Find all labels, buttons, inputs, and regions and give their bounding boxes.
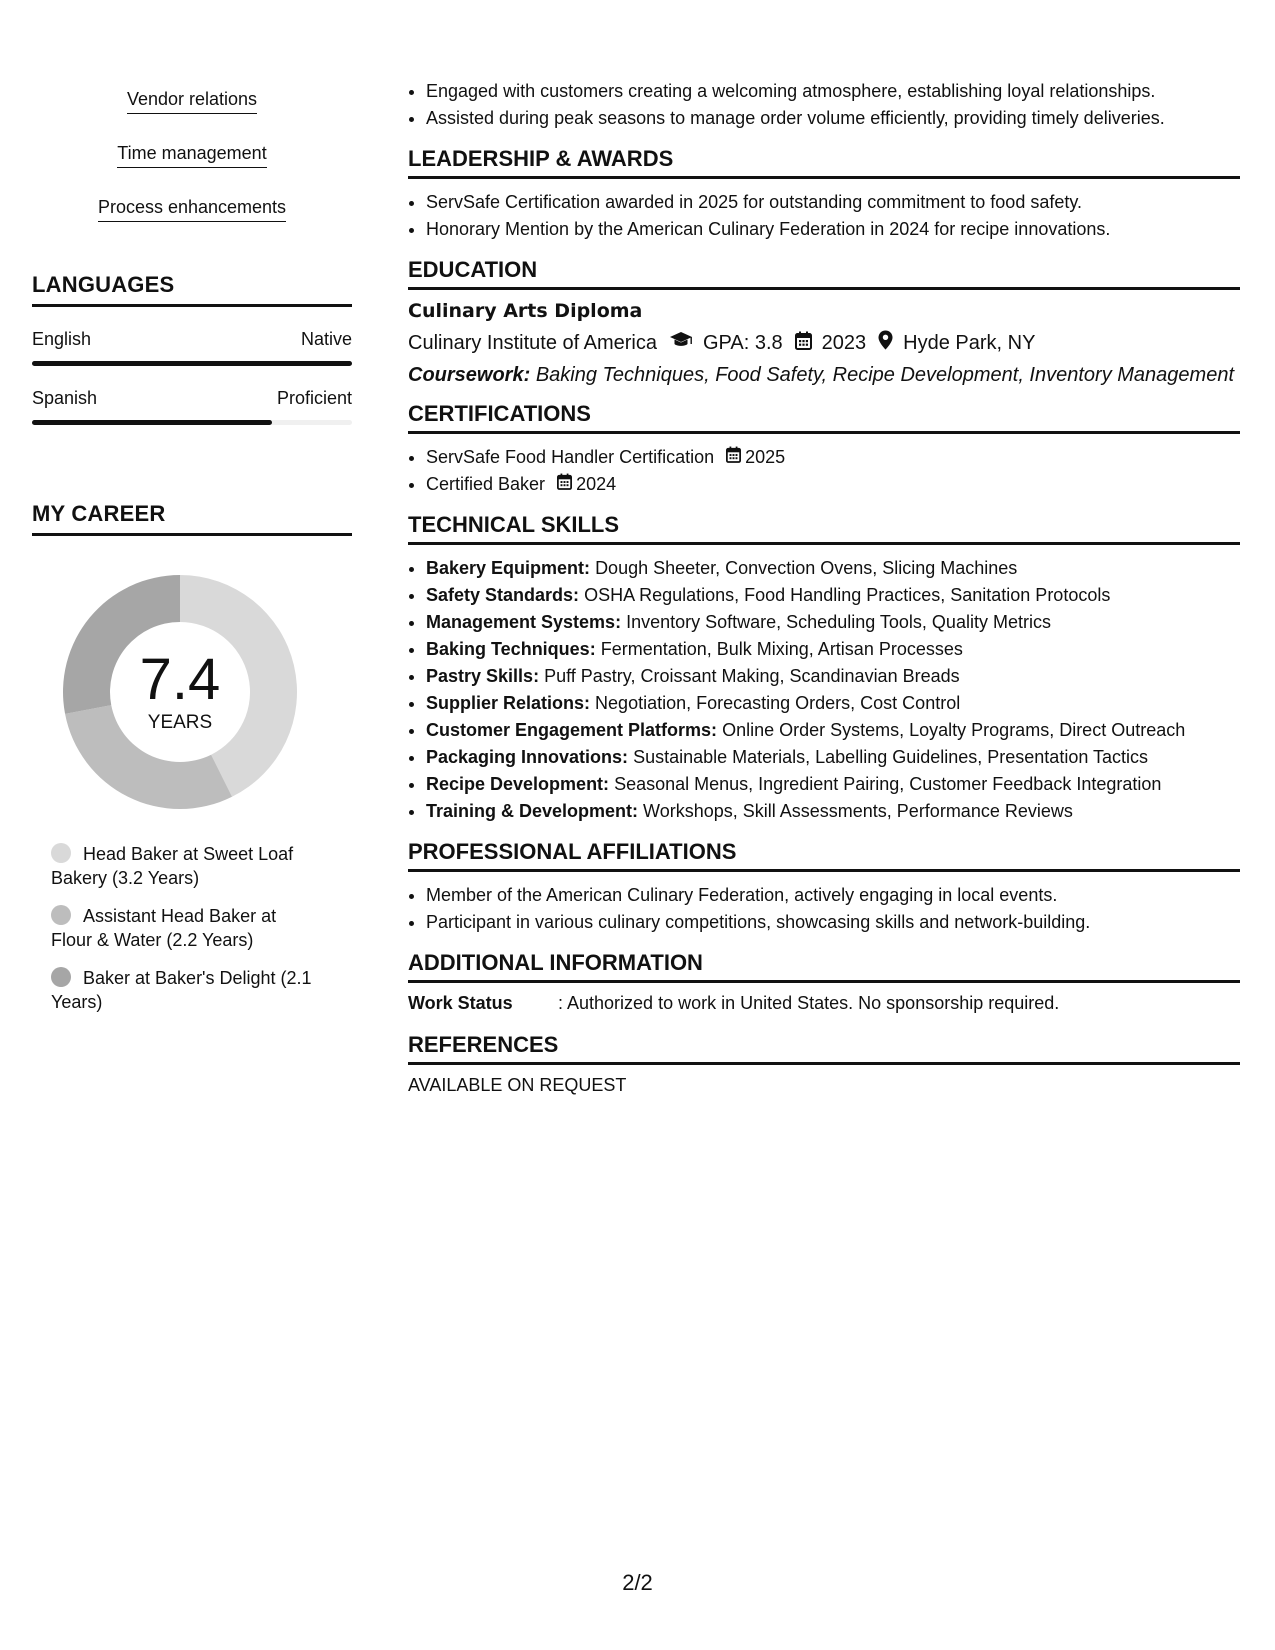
list-item: • Participant in various culinary competitions, showcasing skills and network-building. xyxy=(426,909,1240,936)
work-status-value: : Authorized to work in United States. No sponsorship required. xyxy=(558,993,1060,1013)
career-donut xyxy=(56,568,304,816)
calendar-icon xyxy=(726,444,741,471)
graduation-cap-icon xyxy=(669,331,693,355)
coursework-label: Coursework: xyxy=(408,364,531,386)
list-item xyxy=(426,690,1240,717)
skill-label: Supplier Relations: xyxy=(426,693,591,713)
certifications-list xyxy=(408,444,1240,498)
legend-dot xyxy=(51,967,71,987)
skill-text: Workshops, Skill Assessments, Performance Reviews xyxy=(643,801,1073,821)
certifications-title: CERTIFICATIONS xyxy=(408,401,1240,434)
work-status-row xyxy=(408,993,1240,1014)
legend-dot xyxy=(51,905,71,925)
skill-tag: Process enhancements xyxy=(98,196,286,222)
experience-bullets xyxy=(408,78,1240,132)
legend-item xyxy=(51,966,321,1014)
career-total-unit: YEARS xyxy=(147,712,213,733)
language-item xyxy=(32,388,352,425)
calendar-icon xyxy=(795,331,812,356)
affiliations-list xyxy=(408,882,1240,936)
skill-tag: Time management xyxy=(117,142,266,168)
skill-label: Pastry Skills: xyxy=(426,666,540,686)
language-level: Proficient xyxy=(276,388,352,408)
left-column xyxy=(32,80,352,1028)
location-pin-icon xyxy=(878,330,893,356)
list-item xyxy=(426,582,1240,609)
list-item xyxy=(426,636,1240,663)
education-title: EDUCATION xyxy=(408,257,1240,290)
list-item xyxy=(426,717,1240,744)
language-name: Spanish xyxy=(32,388,98,408)
skill-label: Bakery Equipment: xyxy=(426,558,591,578)
leadership-title: LEADERSHIP & AWARDS xyxy=(408,146,1240,179)
languages-section xyxy=(32,272,352,425)
legend-item xyxy=(51,842,321,890)
skill-text: Fermentation, Bulk Mixing, Artisan Processes xyxy=(600,639,963,659)
languages-title: LANGUAGES xyxy=(32,272,352,307)
skill-label: Packaging Innovations: xyxy=(426,747,629,767)
skill-label: Training & Development: xyxy=(426,801,639,821)
list-item xyxy=(426,663,1240,690)
language-bar-fill xyxy=(32,361,352,366)
education-degree: Culinary Arts Diploma xyxy=(408,300,643,322)
skill-text: Puff Pastry, Croissant Making, Scandinavian Breads xyxy=(544,666,960,686)
education-gpa: GPA: 3.8 xyxy=(703,331,783,354)
education-details xyxy=(408,330,1240,356)
language-bar xyxy=(32,420,352,425)
education-location: Hyde Park, NY xyxy=(903,331,1036,354)
certification-year: 2024 xyxy=(576,474,617,494)
right-column xyxy=(408,78,1240,1096)
career-title: MY CAREER xyxy=(32,501,352,536)
skill-label: Customer Engagement Platforms: xyxy=(426,720,718,740)
legend-label: Head Baker at Sweet Loaf Bakery (3.2 Years) xyxy=(51,844,294,888)
language-name: English xyxy=(32,329,92,349)
skill-text: Online Order Systems, Loyalty Programs, Direct Outreach xyxy=(722,720,1186,740)
certification-year: 2025 xyxy=(745,447,786,467)
references-title: REFERENCES xyxy=(408,1032,1240,1065)
career-total-years: 7.4 xyxy=(139,647,221,712)
affiliations-title: PROFESSIONAL AFFILIATIONS xyxy=(408,839,1240,872)
certification-name: • ServSafe Food Handler Certification xyxy=(426,447,715,467)
legend-item xyxy=(51,904,321,952)
technical-skills-list xyxy=(408,555,1240,825)
skill-label: Management Systems: xyxy=(426,612,622,632)
work-status-label: Work Status xyxy=(408,993,513,1013)
list-item xyxy=(426,744,1240,771)
page-number: 2/2 xyxy=(622,1570,653,1595)
language-item xyxy=(32,329,352,366)
list-item xyxy=(426,771,1240,798)
education-coursework xyxy=(408,364,1240,387)
education-school: Culinary Institute of America xyxy=(408,331,657,354)
skill-label: Recipe Development: xyxy=(426,774,610,794)
skill-text: Inventory Software, Scheduling Tools, Quality Metrics xyxy=(626,612,1051,632)
list-item xyxy=(426,444,1240,471)
skill-text: Negotiation, Forecasting Orders, Cost Control xyxy=(595,693,961,713)
certification-name: • Certified Baker xyxy=(426,474,546,494)
skill-text: Seasonal Menus, Ingredient Pairing, Customer Feedback Integration xyxy=(614,774,1162,794)
language-bar xyxy=(32,361,352,366)
list-item: • Honorary Mention by the American Culinary Federation in 2024 for recipe innovations. xyxy=(426,216,1240,243)
coursework-text: Baking Techniques, Food Safety, Recipe Development, Inventory Management xyxy=(535,364,1234,386)
legend-label: Assistant Head Baker at Flour & Water (2.2 Years) xyxy=(51,906,277,950)
technical-skills-title: TECHNICAL SKILLS xyxy=(408,512,1240,545)
additional-info-title: ADDITIONAL INFORMATION xyxy=(408,950,1240,983)
education-year: 2023 xyxy=(821,331,867,354)
skill-text: OSHA Regulations, Food Handling Practices, Sanitation Protocols xyxy=(584,585,1111,605)
skill-tag: Vendor relations xyxy=(127,88,257,114)
list-item xyxy=(426,555,1240,582)
list-item: • Engaged with customers creating a welcoming atmosphere, establishing loyal relationships. xyxy=(426,78,1240,105)
leadership-list xyxy=(408,189,1240,243)
skill-tags xyxy=(32,80,352,242)
skill-label: Baking Techniques: xyxy=(426,639,596,659)
list-item xyxy=(426,609,1240,636)
legend-label: Baker at Baker's Delight (2.1 Years) xyxy=(51,968,312,1012)
legend-dot xyxy=(51,843,71,863)
list-item xyxy=(426,798,1240,825)
references-text: AVAILABLE ON REQUEST xyxy=(408,1075,627,1095)
career-legend xyxy=(51,842,321,1014)
list-item xyxy=(426,471,1240,498)
career-section xyxy=(32,501,352,1014)
list-item: • Assisted during peak seasons to manage order volume efficiently, providing timely deliveries. xyxy=(426,105,1240,132)
skill-text: Dough Sheeter, Convection Ovens, Slicing Machines xyxy=(595,558,1018,578)
list-item: • Member of the American Culinary Federation, actively engaging in local events. xyxy=(426,882,1240,909)
language-level: Native xyxy=(300,329,352,349)
skill-label: Safety Standards: xyxy=(426,585,580,605)
skill-text: Sustainable Materials, Labelling Guidelines, Presentation Tactics xyxy=(633,747,1149,767)
list-item: • ServSafe Certification awarded in 2025 for outstanding commitment to food safety. xyxy=(426,189,1240,216)
calendar-icon xyxy=(557,471,572,498)
language-bar-fill xyxy=(32,420,272,425)
